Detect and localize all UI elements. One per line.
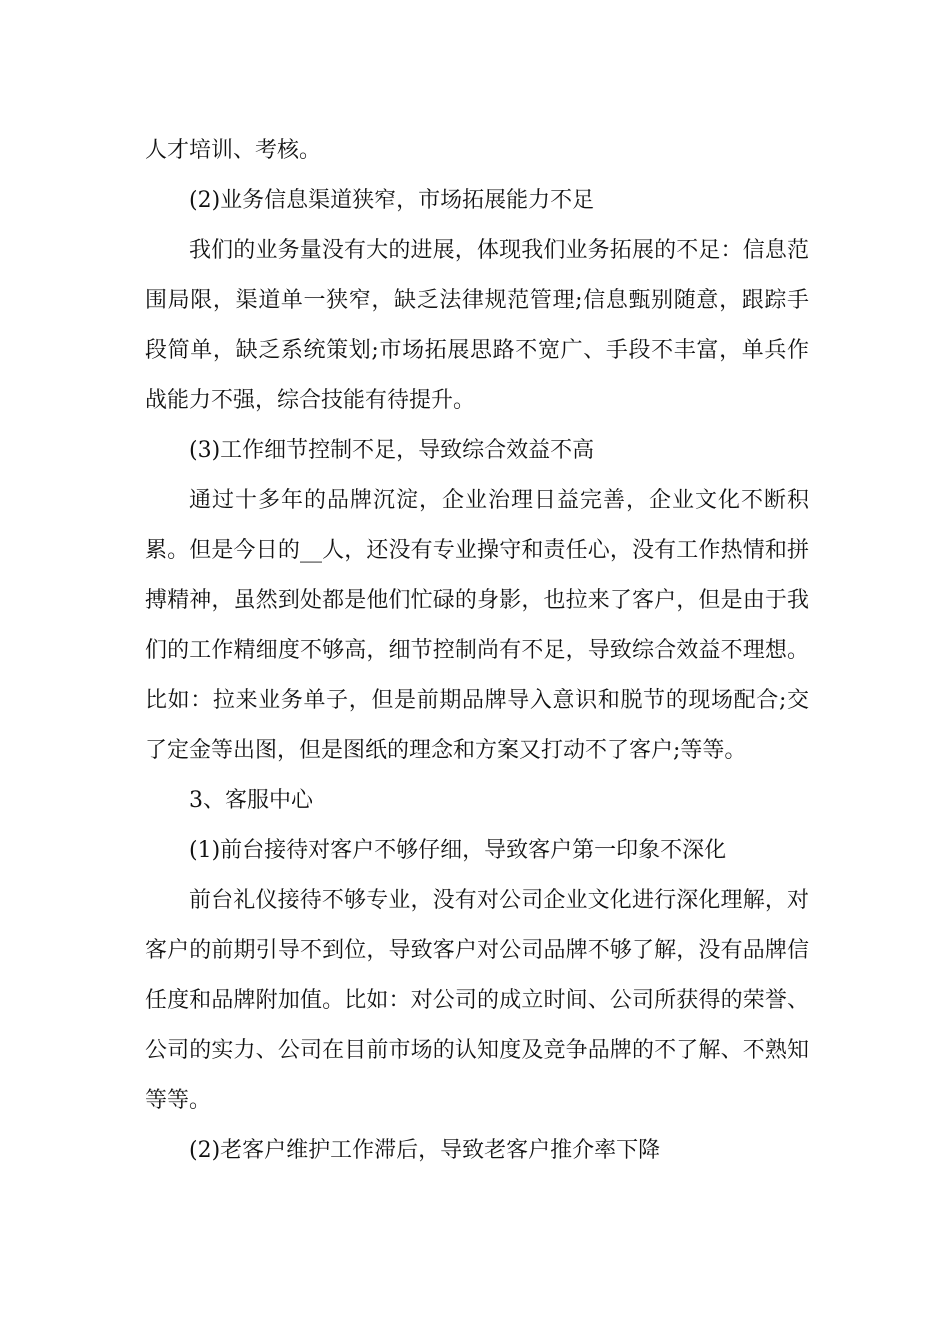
paragraph-front-desk-etiquette: 前台礼仪接待不够专业，没有对公司企业文化进行深化理解，对客户的前期引导不到位，导致客户对公司品牌不够了解，没有品牌信任度和品牌附加值。比如：对公司的成立时间、公司所获得的荣誉、公司的实力、公司在目前市场的认知度及竞争品牌的不了解、不熟知等等。	[145, 888, 809, 1113]
subheading-old-customer: (2)老客户维护工作滞后，导致老客户推介率下降	[189, 1138, 661, 1163]
paragraph-continuation: 人才培训、考核。	[145, 138, 322, 163]
subheading-business-channels: (2)业务信息渠道狭窄，市场拓展能力不足	[189, 188, 595, 213]
subheading-front-desk: (1)前台接待对客户不够仔细，导致客户第一印象不深化	[189, 838, 727, 863]
subheading-detail-control: (3)工作细节控制不足，导致综合效益不高	[189, 438, 595, 463]
paragraph-brand-precipitation: 通过十多年的品牌沉淀，企业治理日益完善，企业文化不断积累。但是今日的__人，还没有专业操守和责任心，没有工作热情和拼搏精神，虽然到处都是他们忙碌的身影，也拉来了客户，但是由于我们的工作精细度不够高，细节控制尚有不足，导致综合效益不理想。比如：拉来业务单子，但是前期品牌导入意识和脱节的现场配合;交了定金等出图，但是图纸的理念和方案又打动不了客户;等等。	[145, 488, 809, 763]
document-body	[145, 126, 809, 1176]
paragraph-business-expansion: 我们的业务量没有大的进展，体现我们业务拓展的不足：信息范围局限，渠道单一狭窄，缺乏法律规范管理;信息甄别随意，跟踪手段简单，缺乏系统策划;市场拓展思路不宽广、手段不丰富，单兵作战能力不强，综合技能有待提升。	[145, 238, 809, 413]
section-heading-customer-service: 3、客服中心	[189, 788, 313, 813]
